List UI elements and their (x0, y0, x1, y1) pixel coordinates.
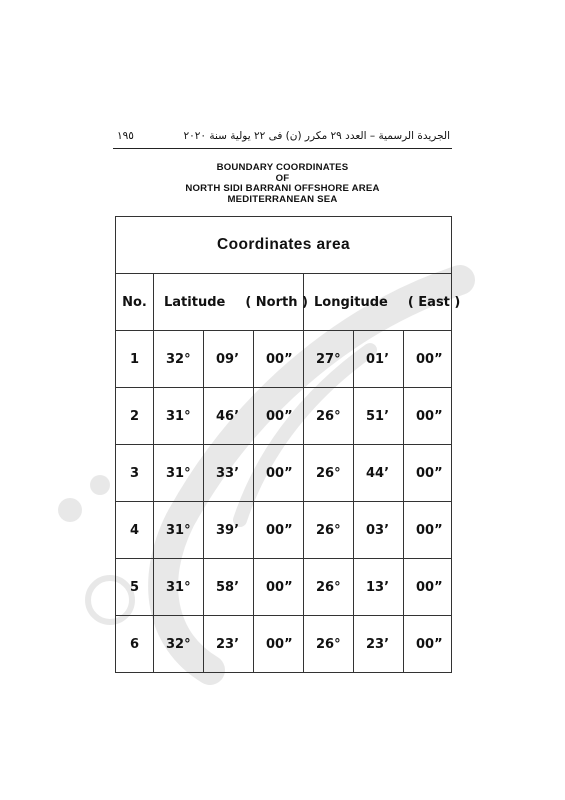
latitude-seconds: 00” (254, 559, 304, 616)
longitude-minutes: 51’ (354, 388, 404, 445)
latitude-seconds: 00” (254, 445, 304, 502)
heading-line-3: NORTH SIDI BARRANI OFFSHORE AREA (185, 183, 380, 195)
latitude-label: Latitude (164, 294, 226, 310)
table-row (116, 445, 452, 502)
latitude-degrees: 31° (154, 445, 204, 502)
longitude-degrees: 27° (304, 331, 354, 388)
latitude-minutes: 46’ (204, 388, 254, 445)
longitude-direction: ( East ) (407, 294, 461, 310)
latitude-degrees: 31° (154, 388, 204, 445)
table-row (116, 388, 452, 445)
gazette-title: الجريدة الرسمية – العدد ٢٩ مكرر (ن) فى ٢٢ يولية سنة ٢٠٢٠ (183, 130, 450, 142)
heading-line-2: OF (275, 172, 290, 184)
table-row (116, 559, 452, 616)
latitude-direction: ( North ) (245, 294, 308, 310)
table-row (116, 616, 452, 673)
longitude-seconds: 00” (404, 445, 452, 502)
column-header-latitude (154, 274, 308, 331)
heading-line-4: MEDITERRANEAN SEA (227, 193, 338, 205)
longitude-degrees: 26° (304, 502, 354, 559)
latitude-seconds: 00” (254, 502, 304, 559)
longitude-label: Longitude (314, 294, 388, 310)
column-header-longitude (304, 274, 461, 331)
row-number: 6 (116, 616, 154, 673)
longitude-seconds: 00” (404, 388, 452, 445)
latitude-seconds: 00” (254, 616, 304, 673)
page-header (113, 128, 452, 149)
longitude-minutes: 03’ (354, 502, 404, 559)
row-number: 2 (116, 388, 154, 445)
row-number: 3 (116, 445, 154, 502)
latitude-degrees: 31° (154, 559, 204, 616)
latitude-minutes: 58’ (204, 559, 254, 616)
row-number: 1 (116, 331, 154, 388)
row-number: 4 (116, 502, 154, 559)
heading-line-1: BOUNDARY COORDINATES (216, 162, 349, 173)
latitude-minutes: 33’ (204, 445, 254, 502)
longitude-minutes: 44’ (354, 445, 404, 502)
longitude-degrees: 26° (304, 388, 354, 445)
column-header-no: No. (116, 274, 154, 331)
latitude-degrees: 31° (154, 502, 204, 559)
table-title: Coordinates area (116, 217, 452, 274)
longitude-degrees: 26° (304, 445, 354, 502)
page-number: ١٩٥ (117, 130, 134, 142)
table-row (116, 331, 452, 388)
longitude-seconds: 00” (404, 559, 452, 616)
document-heading (113, 163, 452, 205)
longitude-degrees: 26° (304, 559, 354, 616)
longitude-minutes: 13’ (354, 559, 404, 616)
latitude-degrees: 32° (154, 331, 204, 388)
latitude-minutes: 39’ (204, 502, 254, 559)
longitude-seconds: 00” (404, 502, 452, 559)
table-header-row (116, 274, 452, 331)
coordinates-table (115, 216, 461, 673)
latitude-seconds: 00” (254, 331, 304, 388)
longitude-minutes: 23’ (354, 616, 404, 673)
row-number: 5 (116, 559, 154, 616)
longitude-minutes: 01’ (354, 331, 404, 388)
table-row (116, 502, 452, 559)
latitude-minutes: 23’ (204, 616, 254, 673)
latitude-degrees: 32° (154, 616, 204, 673)
longitude-degrees: 26° (304, 616, 354, 673)
longitude-seconds: 00” (404, 331, 452, 388)
latitude-minutes: 09’ (204, 331, 254, 388)
longitude-seconds: 00” (404, 616, 452, 673)
latitude-seconds: 00” (254, 388, 304, 445)
